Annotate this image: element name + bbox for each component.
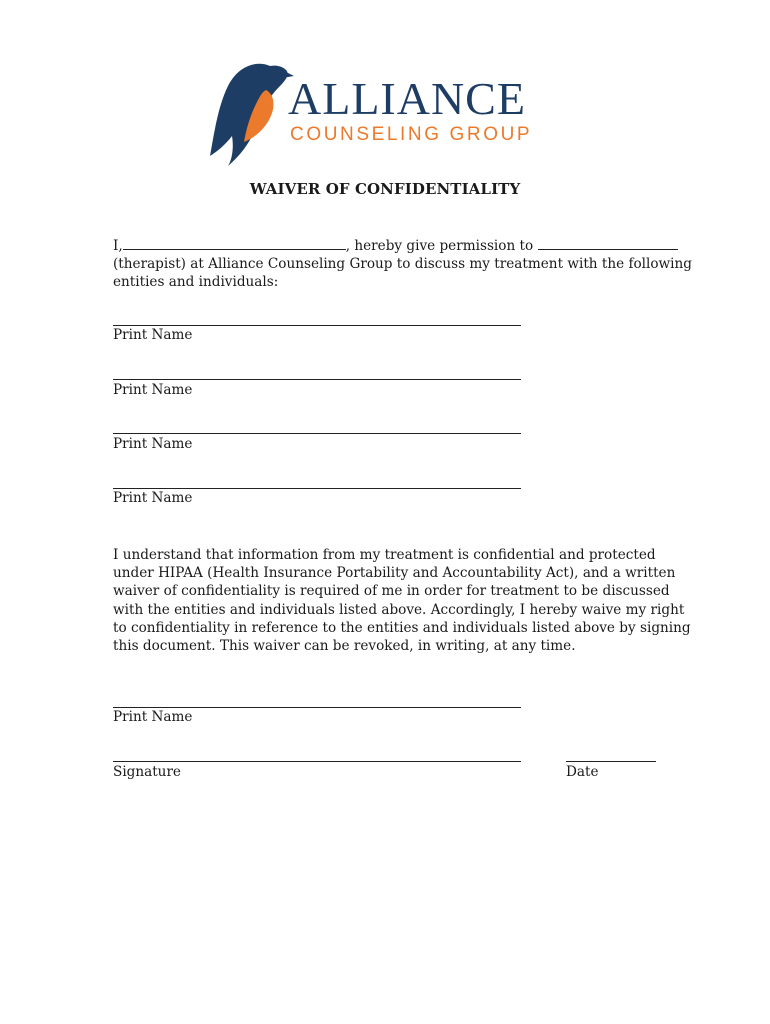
entity-print-name-label-2: Print Name (113, 382, 193, 398)
entity-name-line-4[interactable] (113, 488, 521, 489)
date-line[interactable] (566, 761, 656, 762)
statement-line: this document. This waiver can be revoked, in writing, at any time. (113, 638, 576, 655)
entity-name-line-3[interactable] (113, 433, 521, 434)
intro-continuation: (therapist) at Alliance Counseling Group to discuss my treatment with the following (113, 256, 692, 273)
statement-line: to confidentiality in reference to the entities and individuals listed above by signing (113, 619, 691, 636)
date-label: Date (566, 764, 599, 780)
intro-line3: entities and individuals: (113, 274, 279, 291)
signer-print-name-line[interactable] (113, 707, 521, 708)
statement-line: under HIPAA (Health Insurance Portability and Accountability Act), and a written (113, 565, 676, 582)
bird-logo-icon (208, 56, 568, 168)
intro-paragraph (113, 237, 692, 292)
therapist-name-blank[interactable] (538, 237, 678, 250)
entity-name-line-2[interactable] (113, 379, 521, 380)
logo-name-line2: COUNSELING GROUP (290, 124, 533, 145)
document-title: WAIVER OF CONFIDENTIALITY (249, 180, 521, 198)
logo-name-line1: ALLIANCE (288, 73, 526, 124)
signature-label: Signature (113, 764, 181, 780)
statement-line: waiver of confidentiality is required of me in order for treatment to be discussed (113, 583, 670, 600)
signer-print-name-label: Print Name (113, 709, 193, 725)
statement-line: I understand that information from my treatment is confidential and protected (113, 547, 656, 563)
statement-line: with the entities and individuals listed above. Accordingly, I hereby waive my right (113, 601, 685, 618)
entity-print-name-label-3: Print Name (113, 436, 193, 452)
client-name-blank[interactable] (123, 237, 346, 250)
alliance-logo (208, 56, 568, 168)
statement-paragraph (113, 546, 691, 655)
intro-hereby-give: , hereby give permission to (345, 238, 534, 254)
entity-print-name-label-4: Print Name (113, 490, 193, 506)
intro-word-i: I, (113, 238, 123, 254)
signature-line[interactable] (113, 761, 521, 762)
entity-print-name-label-1: Print Name (113, 327, 193, 343)
entity-name-line-1[interactable] (113, 325, 521, 326)
